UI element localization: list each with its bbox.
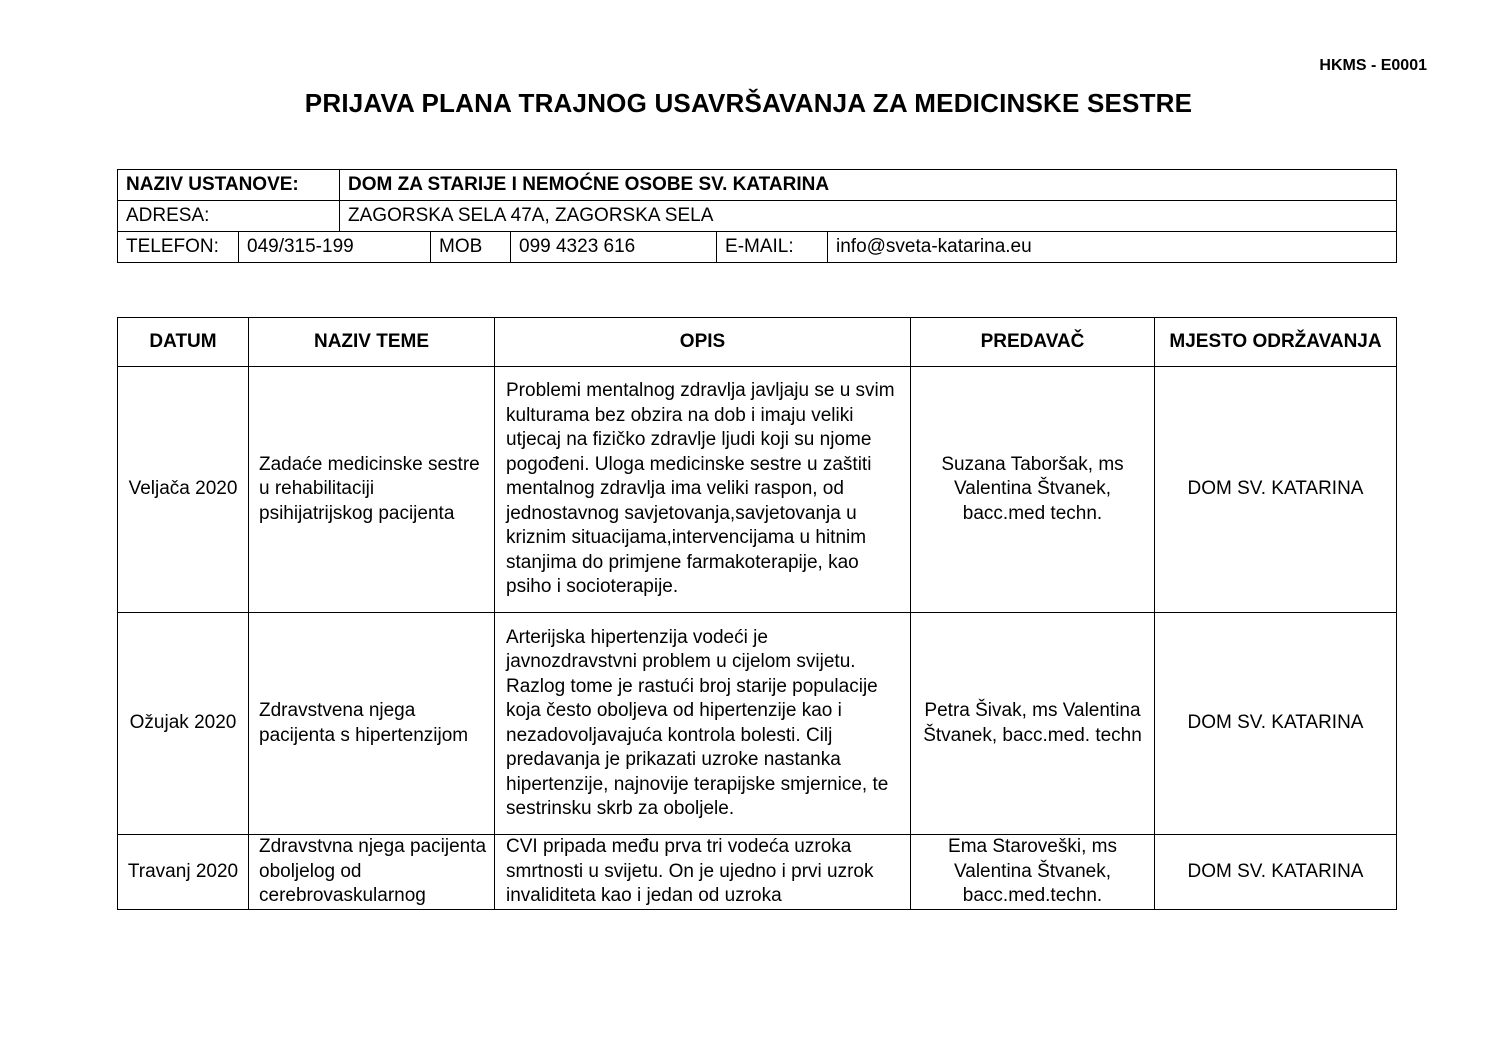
cell-tema: Zdravstvena njega pacijenta s hipertenzijom (249, 613, 495, 835)
cell-mjesto: DOM SV. KATARINA (1155, 835, 1397, 910)
naziv-label: NAZIV USTANOVE: (118, 170, 340, 201)
document-code: HKMS - E0001 (1319, 57, 1427, 74)
naziv-value: DOM ZA STARIJE I NEMOĆNE OSOBE SV. KATARINA (340, 170, 1397, 201)
cell-datum: Ožujak 2020 (118, 613, 249, 835)
cell-predavac: Ema Staroveški, ms Valentina Štvanek, bacc.med.techn. (911, 835, 1155, 910)
table-row (118, 367, 1397, 613)
table-row (118, 613, 1397, 835)
cell-predavac: Petra Šivak, ms Valentina Štvanek, bacc.med. techn (911, 613, 1155, 835)
cell-mjesto: DOM SV. KATARINA (1155, 367, 1397, 613)
cell-opis: Problemi mentalnog zdravlja javljaju se u svim kulturama bez obzira na dob i imaju veliki utjecaj na fizičko zdravlje ljudi koji su njome pogođeni. Uloga medicinske sestre u zaštiti mentalnog zdravlja ima veliki raspon, od jednostavnog savjetovanja,savjetovanja u kriznim situacijama,intervencijama u hitnim stanjima do primjene farmakoterapije, kao psiho i socioterapije. (495, 367, 911, 613)
training-plan-table (117, 317, 1397, 910)
email-value: info@sveta-katarina.eu (828, 232, 1397, 263)
telefon-label: TELEFON: (118, 232, 239, 263)
cell-opis: Arterijska hipertenzija vodeći je javnozdravstvni problem u cijelom svijetu. Razlog tome je rastući broj starije populacije koja često oboljeva od hipertenzije kao i nezadovoljavajuća kontrola bolesti. Cilj predavanja je prikazati uzroke nastanka hipertenzije, najnovije terapijske smjernice, te sestrinsku skrb za oboljele. (495, 613, 911, 835)
info-row-contact (118, 232, 1397, 263)
email-label: E-MAIL: (717, 232, 828, 263)
info-row-adresa (118, 201, 1397, 232)
cell-datum: Travanj 2020 (118, 835, 249, 910)
header-naziv-teme: NAZIV TEME (249, 318, 495, 367)
cell-predavac: Suzana Taboršak, ms Valentina Štvanek, bacc.med techn. (911, 367, 1155, 613)
cell-tema: Zdravstvna njega pacijenta oboljelog od cerebrovaskularnog (249, 835, 495, 910)
header-predavac: PREDAVAČ (911, 318, 1155, 367)
cell-tema: Zadaće medicinske sestre u rehabilitaciji psihijatrijskog pacijenta (249, 367, 495, 613)
mob-value: 099 4323 616 (511, 232, 717, 263)
mob-label: MOB (431, 232, 511, 263)
telefon-value: 049/315-199 (239, 232, 431, 263)
table-header-row (118, 318, 1397, 367)
info-row-naziv (118, 170, 1397, 201)
header-mjesto: MJESTO ODRŽAVANJA (1155, 318, 1397, 367)
header-opis: OPIS (495, 318, 911, 367)
cell-opis: CVI pripada među prva tri vodeća uzroka smrtnosti u svijetu. On je ujedno i prvi uzrok invaliditeta kao i jedan od uzroka (495, 835, 911, 910)
page-title: PRIJAVA PLANA TRAJNOG USAVRŠAVANJA ZA MEDICINSKE SESTRE (304, 88, 1193, 118)
header-datum: DATUM (118, 318, 249, 367)
adresa-label: ADRESA: (118, 201, 340, 232)
institution-info-table (117, 169, 1397, 263)
table-row (118, 835, 1397, 910)
cell-datum: Veljača 2020 (118, 367, 249, 613)
cell-mjesto: DOM SV. KATARINA (1155, 613, 1397, 835)
adresa-value: ZAGORSKA SELA 47A, ZAGORSKA SELA (340, 201, 1397, 232)
